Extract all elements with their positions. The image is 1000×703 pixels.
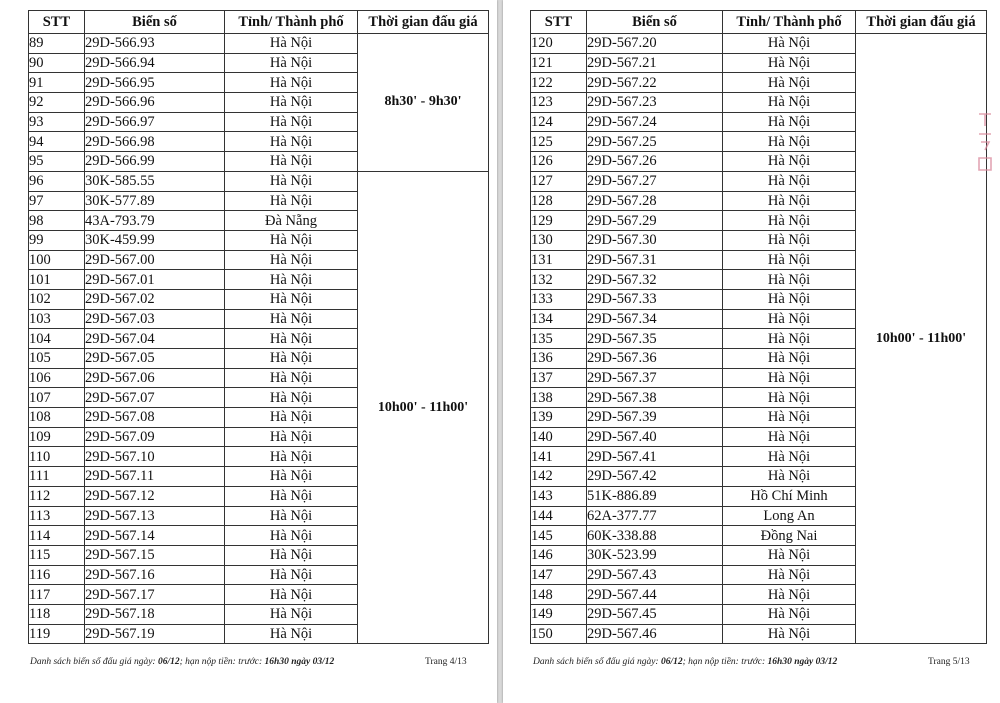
city-cell: Hà Nội: [225, 171, 358, 191]
plate-cell: 29D-567.30: [587, 230, 723, 250]
stt-cell: 102: [29, 289, 85, 309]
plate-cell: 60K-338.88: [587, 526, 723, 546]
plate-cell: 29D-567.02: [85, 289, 225, 309]
city-cell: Hà Nội: [225, 53, 358, 73]
city-cell: Long An: [723, 506, 856, 526]
header-time: Thời gian đấu giá: [358, 11, 489, 34]
page-footer: [30, 657, 334, 667]
city-cell: Hà Nội: [225, 152, 358, 172]
page-footer: [533, 657, 837, 667]
city-cell: Hà Nội: [723, 309, 856, 329]
stt-cell: 112: [29, 486, 85, 506]
plate-cell: 29D-566.95: [85, 73, 225, 93]
city-cell: Hồ Chí Minh: [723, 486, 856, 506]
plate-cell: 29D-566.94: [85, 53, 225, 73]
header-stt: STT: [29, 11, 85, 34]
plate-cell: 29D-567.45: [587, 604, 723, 624]
stt-cell: 140: [531, 427, 587, 447]
stt-cell: 148: [531, 585, 587, 605]
stt-cell: 125: [531, 132, 587, 152]
table-row: [29, 34, 489, 54]
stt-cell: 132: [531, 270, 587, 290]
stt-cell: 139: [531, 408, 587, 428]
header-time: Thời gian đấu giá: [856, 11, 987, 34]
stt-cell: 97: [29, 191, 85, 211]
header-plate: Biển số: [587, 11, 723, 34]
city-cell: Hà Nội: [723, 329, 856, 349]
table-header-row: [531, 11, 987, 34]
city-cell: Đà Nẵng: [225, 211, 358, 231]
stt-cell: 123: [531, 93, 587, 113]
table-header-row: [29, 11, 489, 34]
stt-cell: 98: [29, 211, 85, 231]
plate-cell: 29D-567.17: [85, 585, 225, 605]
plate-cell: 51K-886.89: [587, 486, 723, 506]
header-city: Tỉnh/ Thành phố: [723, 11, 856, 34]
stt-cell: 127: [531, 171, 587, 191]
page-number: Trang 5/13: [928, 657, 970, 667]
city-cell: Hà Nội: [723, 112, 856, 132]
plate-cell: 29D-567.36: [587, 349, 723, 369]
city-cell: Hà Nội: [225, 624, 358, 644]
city-cell: Hà Nội: [723, 388, 856, 408]
plate-cell: 29D-567.37: [587, 368, 723, 388]
plate-cell: 29D-567.20: [587, 34, 723, 54]
stt-cell: 100: [29, 250, 85, 270]
stt-cell: 122: [531, 73, 587, 93]
plate-cell: 29D-567.06: [85, 368, 225, 388]
page-number: Trang 4/13: [425, 657, 467, 667]
plate-cell: 29D-567.46: [587, 624, 723, 644]
auction-time-cell: 8h30' - 9h30': [358, 34, 489, 172]
city-cell: Hà Nội: [723, 408, 856, 428]
stt-cell: 136: [531, 349, 587, 369]
stt-cell: 120: [531, 34, 587, 54]
city-cell: Hà Nội: [723, 624, 856, 644]
city-cell: Hà Nội: [723, 250, 856, 270]
plate-cell: 29D-567.08: [85, 408, 225, 428]
stt-cell: 104: [29, 329, 85, 349]
footer-prefix: Danh sách biển số đấu giá ngày:: [30, 657, 158, 667]
document-page-4: [0, 0, 497, 703]
plate-cell: 29D-567.29: [587, 211, 723, 231]
plate-cell: 30K-459.99: [85, 230, 225, 250]
plate-cell: 29D-567.10: [85, 447, 225, 467]
city-cell: Hà Nội: [225, 486, 358, 506]
plate-cell: 29D-567.38: [587, 388, 723, 408]
plate-cell: 29D-566.93: [85, 34, 225, 54]
stt-cell: 115: [29, 545, 85, 565]
stt-cell: 105: [29, 349, 85, 369]
stt-cell: 142: [531, 467, 587, 487]
city-cell: Hà Nội: [225, 408, 358, 428]
stt-cell: 119: [29, 624, 85, 644]
plate-cell: 29D-567.39: [587, 408, 723, 428]
city-cell: Hà Nội: [723, 565, 856, 585]
city-cell: Hà Nội: [723, 211, 856, 231]
stt-cell: 126: [531, 152, 587, 172]
plate-table: [28, 10, 489, 644]
plate-cell: 29D-567.41: [587, 447, 723, 467]
stt-cell: 94: [29, 132, 85, 152]
stt-cell: 114: [29, 526, 85, 546]
footer-mid: ; hạn nộp tiền: trước:: [682, 657, 768, 667]
stt-cell: 143: [531, 486, 587, 506]
city-cell: Hà Nội: [723, 447, 856, 467]
footer-prefix: Danh sách biển số đấu giá ngày:: [533, 657, 661, 667]
city-cell: Hà Nội: [723, 270, 856, 290]
header-stt: STT: [531, 11, 587, 34]
plate-cell: 29D-567.23: [587, 93, 723, 113]
city-cell: Hà Nội: [225, 506, 358, 526]
header-plate: Biển số: [85, 11, 225, 34]
stt-cell: 147: [531, 565, 587, 585]
stt-cell: 146: [531, 545, 587, 565]
footer-mid: ; hạn nộp tiền: trước:: [179, 657, 265, 667]
header-city: Tỉnh/ Thành phố: [225, 11, 358, 34]
stt-cell: 135: [531, 329, 587, 349]
city-cell: Hà Nội: [723, 73, 856, 93]
stt-cell: 108: [29, 408, 85, 428]
city-cell: Hà Nội: [723, 585, 856, 605]
stt-cell: 116: [29, 565, 85, 585]
stt-cell: 101: [29, 270, 85, 290]
city-cell: Hà Nội: [225, 349, 358, 369]
city-cell: Hà Nội: [723, 171, 856, 191]
city-cell: Hà Nội: [225, 388, 358, 408]
auction-time-cell: 10h00' - 11h00': [358, 171, 489, 644]
city-cell: Hà Nội: [225, 270, 358, 290]
stamp-mark: [973, 112, 997, 186]
plate-cell: 29D-567.14: [85, 526, 225, 546]
stt-cell: 129: [531, 211, 587, 231]
city-cell: Hà Nội: [723, 368, 856, 388]
city-cell: Hà Nội: [225, 34, 358, 54]
city-cell: Hà Nội: [225, 447, 358, 467]
plate-cell: 29D-567.44: [587, 585, 723, 605]
plate-cell: 29D-567.12: [85, 486, 225, 506]
plate-cell: 29D-567.28: [587, 191, 723, 211]
stt-cell: 145: [531, 526, 587, 546]
plate-cell: 29D-566.97: [85, 112, 225, 132]
plate-cell: 43A-793.79: [85, 211, 225, 231]
plate-cell: 29D-567.33: [587, 289, 723, 309]
plate-cell: 29D-567.31: [587, 250, 723, 270]
footer-date: 06/12: [157, 657, 180, 667]
plate-cell: 29D-567.22: [587, 73, 723, 93]
stt-cell: 111: [29, 467, 85, 487]
stt-cell: 117: [29, 585, 85, 605]
city-cell: Hà Nội: [225, 467, 358, 487]
stt-cell: 141: [531, 447, 587, 467]
plate-cell: 29D-567.21: [587, 53, 723, 73]
stamp-graphic: [975, 112, 995, 182]
plate-cell: 29D-567.04: [85, 329, 225, 349]
plate-cell: 29D-567.42: [587, 467, 723, 487]
plate-cell: 29D-567.18: [85, 604, 225, 624]
stt-cell: 113: [29, 506, 85, 526]
city-cell: Hà Nội: [225, 191, 358, 211]
footer-deadline: 16h30 ngày 03/12: [767, 657, 838, 667]
city-cell: Hà Nội: [225, 545, 358, 565]
auction-time-cell: 10h00' - 11h00': [856, 34, 987, 644]
stt-cell: 131: [531, 250, 587, 270]
city-cell: Hà Nội: [723, 604, 856, 624]
plate-cell: 29D-567.34: [587, 309, 723, 329]
city-cell: Hà Nội: [225, 368, 358, 388]
stt-cell: 106: [29, 368, 85, 388]
stt-cell: 96: [29, 171, 85, 191]
city-cell: Hà Nội: [225, 604, 358, 624]
plate-cell: 30K-585.55: [85, 171, 225, 191]
plate-cell: 29D-566.96: [85, 93, 225, 113]
plate-cell: 29D-567.24: [587, 112, 723, 132]
stt-cell: 103: [29, 309, 85, 329]
city-cell: Hà Nội: [225, 427, 358, 447]
city-cell: Hà Nội: [225, 132, 358, 152]
footer-deadline: 16h30 ngày 03/12: [264, 657, 335, 667]
stt-cell: 150: [531, 624, 587, 644]
plate-cell: 29D-567.40: [587, 427, 723, 447]
city-cell: Hà Nội: [723, 230, 856, 250]
city-cell: Hà Nội: [723, 289, 856, 309]
stt-cell: 138: [531, 388, 587, 408]
stt-cell: 109: [29, 427, 85, 447]
city-cell: Hà Nội: [225, 585, 358, 605]
city-cell: Hà Nội: [225, 230, 358, 250]
stt-cell: 144: [531, 506, 587, 526]
plate-cell: 29D-567.19: [85, 624, 225, 644]
city-cell: Hà Nội: [723, 191, 856, 211]
plate-cell: 29D-567.03: [85, 309, 225, 329]
plate-cell: 29D-567.09: [85, 427, 225, 447]
plate-cell: 29D-567.27: [587, 171, 723, 191]
plate-cell: 29D-567.16: [85, 565, 225, 585]
plate-cell: 30K-523.99: [587, 545, 723, 565]
city-cell: Hà Nội: [723, 427, 856, 447]
table-row: [531, 34, 987, 54]
stt-cell: 130: [531, 230, 587, 250]
city-cell: Hà Nội: [225, 73, 358, 93]
stt-cell: 118: [29, 604, 85, 624]
city-cell: Hà Nội: [723, 467, 856, 487]
footer-date: 06/12: [660, 657, 683, 667]
stt-cell: 89: [29, 34, 85, 54]
stt-cell: 134: [531, 309, 587, 329]
document-page-5: [503, 0, 1000, 703]
stt-cell: 121: [531, 53, 587, 73]
city-cell: Hà Nội: [723, 545, 856, 565]
stt-cell: 95: [29, 152, 85, 172]
stt-cell: 107: [29, 388, 85, 408]
stt-cell: 91: [29, 73, 85, 93]
city-cell: Hà Nội: [225, 565, 358, 585]
stt-cell: 133: [531, 289, 587, 309]
city-cell: Hà Nội: [225, 526, 358, 546]
city-cell: Hà Nội: [723, 132, 856, 152]
stt-cell: 128: [531, 191, 587, 211]
city-cell: Hà Nội: [723, 93, 856, 113]
city-cell: Đồng Nai: [723, 526, 856, 546]
city-cell: Hà Nội: [723, 53, 856, 73]
plate-cell: 29D-567.00: [85, 250, 225, 270]
plate-cell: 29D-567.26: [587, 152, 723, 172]
stt-cell: 92: [29, 93, 85, 113]
plate-cell: 29D-567.13: [85, 506, 225, 526]
stt-cell: 149: [531, 604, 587, 624]
city-cell: Hà Nội: [225, 309, 358, 329]
city-cell: Hà Nội: [225, 93, 358, 113]
city-cell: Hà Nội: [225, 112, 358, 132]
stt-cell: 110: [29, 447, 85, 467]
city-cell: Hà Nội: [225, 329, 358, 349]
plate-table: [530, 10, 987, 644]
plate-cell: 29D-567.35: [587, 329, 723, 349]
plate-cell: 30K-577.89: [85, 191, 225, 211]
plate-cell: 29D-567.07: [85, 388, 225, 408]
stt-cell: 124: [531, 112, 587, 132]
plate-cell: 29D-567.11: [85, 467, 225, 487]
plate-cell: 29D-567.32: [587, 270, 723, 290]
plate-cell: 29D-567.43: [587, 565, 723, 585]
stt-cell: 93: [29, 112, 85, 132]
plate-cell: 29D-566.99: [85, 152, 225, 172]
plate-cell: 29D-567.25: [587, 132, 723, 152]
city-cell: Hà Nội: [225, 289, 358, 309]
plate-cell: 29D-567.15: [85, 545, 225, 565]
plate-cell: 29D-566.98: [85, 132, 225, 152]
city-cell: Hà Nội: [723, 34, 856, 54]
table-row: [29, 171, 489, 191]
stt-cell: 90: [29, 53, 85, 73]
city-cell: Hà Nội: [225, 250, 358, 270]
plate-cell: 29D-567.01: [85, 270, 225, 290]
plate-cell: 62A-377.77: [587, 506, 723, 526]
city-cell: Hà Nội: [723, 152, 856, 172]
stt-cell: 99: [29, 230, 85, 250]
stt-cell: 137: [531, 368, 587, 388]
city-cell: Hà Nội: [723, 349, 856, 369]
plate-cell: 29D-567.05: [85, 349, 225, 369]
